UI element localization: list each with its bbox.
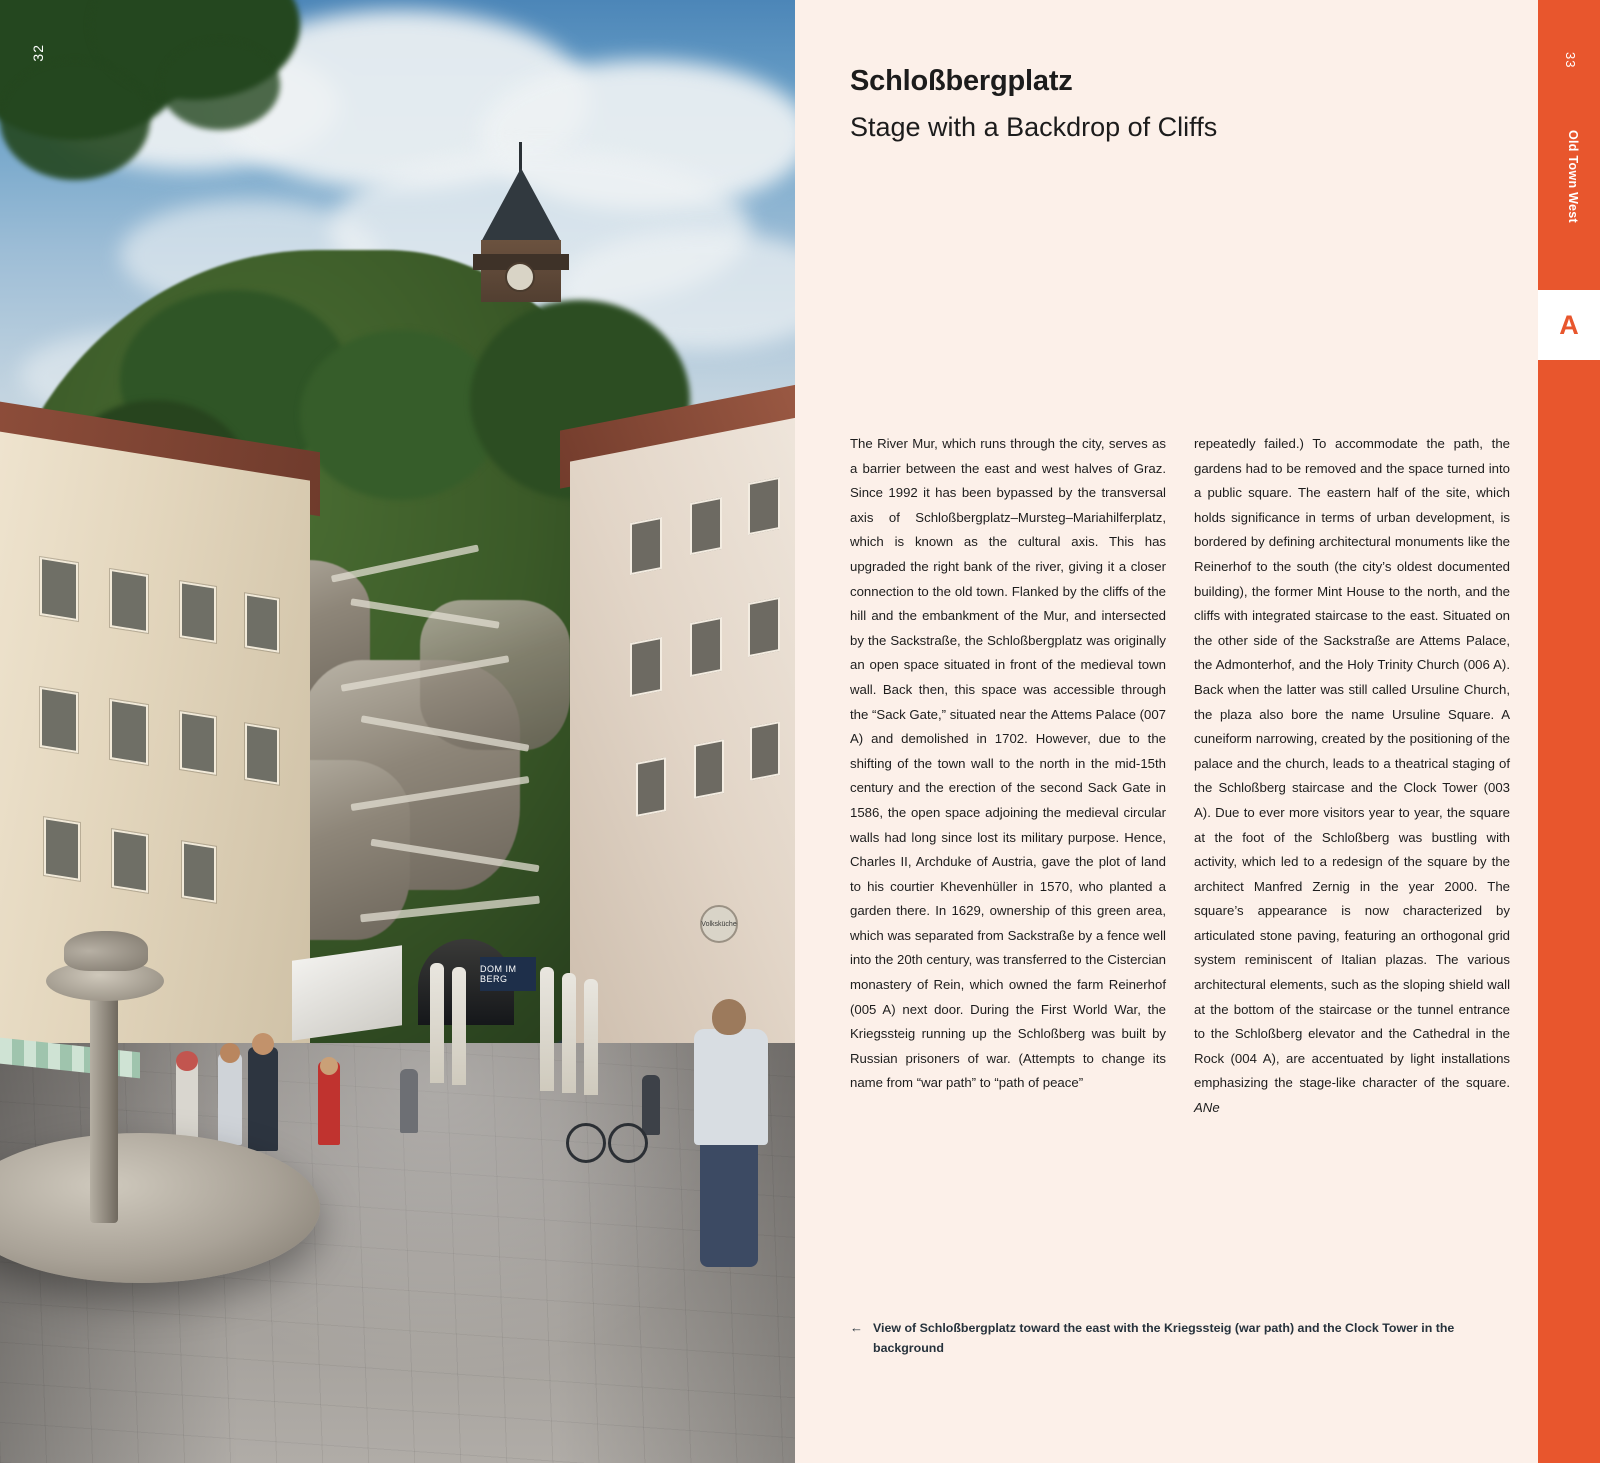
shield-wall [292,945,402,1040]
window [748,597,780,657]
pedestrian-head [320,1057,338,1075]
section-letter: A [1559,309,1579,340]
body-columns [850,432,1510,1121]
window [748,477,780,535]
section-tab-label: Old Town West [1566,130,1580,224]
closed-umbrella [562,973,576,1093]
clock-tower-roof [481,168,561,242]
window [40,687,78,753]
right-page-content [850,0,1510,1463]
caption-text: View of Schloßbergplatz toward the east with the Kriegssteig (war path) and the Clock Tower in the background [873,1321,1455,1355]
pedestrian-head [220,1043,240,1063]
author-initials: ANe [1194,1100,1220,1116]
pedestrian [248,1047,278,1151]
foreground-pedestrian-legs [700,1137,758,1267]
window [110,569,148,633]
dom-im-berg-banner: DOM IM BERG [480,957,536,991]
page-title: Schloßbergplatz [850,65,1073,98]
window [636,757,666,817]
window [44,817,80,881]
closed-umbrella [452,967,466,1085]
body-column-left [850,432,1166,1121]
closed-umbrella [540,967,554,1091]
right-page-number: 33 [1563,52,1578,69]
tree-canopy [0,60,150,180]
foreground-pedestrian-shirt [694,1029,768,1145]
left-page [0,0,795,1463]
window [112,829,148,893]
pedestrian [400,1069,418,1133]
clock-tower [465,168,575,318]
window [630,517,662,575]
body-column-right [1194,432,1510,1121]
window [110,699,148,765]
window [40,557,78,621]
window [182,841,216,902]
window [750,721,780,781]
left-page-number: 32 [30,44,46,62]
window [180,581,216,643]
window [245,593,279,652]
foreground-pedestrian-head [712,999,746,1035]
closed-umbrella [430,963,444,1083]
closed-umbrella [584,979,598,1095]
body-text-right-main: repeatedly failed.) To accommodate the path, the gardens had to be removed and the space turned into a public square. The eastern half of the site, which holds significance in terms of urban development, is bordered by defining architectural monuments like the Reinerhof to the south (the city’s oldest documented building), the former Mint House to the north, and the cliffs with integrated staircase to the east. Situated on the other side of the Sackstraße are Attems Palace, the Admonterhof, and the Holy Trinity Church (006 A). Back when the latter was still called Ursuline Church, the plaza also bore the name Ursuline Square. A cuneiform narrowing, created by the positioning of the palace and the church, leads to a theatrical staging of the Schloßberg staircase and the Clock Tower (003 A). Due to ever more visitors year to year, the square at the foot of the Schloßberg was bustling with activity, which led to a redesign of the square by the architect Manfred Zernig in the year 2000. The square’s appearance is now characterized by articulated stone paving, featuring an orthogonal grid system reminiscent of Italian plazas. The various architectural elements, such as the sloping shield wall at the bottom of the staircase or the tunnel entrance to the Schloßberg elevator and the Cathedral in the Rock (004 A), are accentuated by light installations emphasizing the stage-like character of the square. [1194,436,1510,1091]
window [690,617,722,677]
pedestrian-head [176,1051,198,1071]
section-letter-badge [1538,290,1600,360]
page-subtitle: Stage with a Backdrop of Cliffs [850,112,1218,143]
tree-canopy [160,40,280,130]
window [245,723,279,784]
right-page [795,0,1600,1463]
bicycle-wheel [608,1123,648,1163]
photo-caption [850,1318,1490,1358]
window [630,637,662,697]
window [180,711,216,775]
caption-arrow-icon: ← [850,1320,863,1335]
window [694,739,724,799]
fountain-column [90,983,118,1223]
volkskueche-sign: Volksküche [700,905,738,943]
body-text-left: The River Mur, which runs through the city, serves as a barrier between the east and west halves of Graz. Since 1992 it has been bypassed by the transversal axis of Schloßbergplatz–Mursteg–Mariahilferplatz, which is known as the cultural axis. This has upgraded the right bank of the river, giving it a closer connection to the old town. Flanked by the cliffs of the hill and the embankment of the Mur, and intersected by the Sackstraße, the Schloßbergplatz was originally an open space situated in front of the medieval town wall. Back then, this space was accessible through the “Sack Gate,” situated near the Attems Palace (007 A) and demolished in 1702. However, due to the shifting of the town wall to the north in the mid-15th century and the erection of the second Sack Gate in 1586, the open space adjoining the medieval circular walls had long since lost its military purpose. Hence, Charles II, Archduke of Austria, gave the plot of land to his courtier Khevenhüller in 1570, who planted a garden there. In 1629, ownership of this green area, which was separated from Sackstraße by a fence well into the 20th century, was transferred to the Cistercian monastery of Rein, which owned the farm Reinerhof (005 A) next door. During the First World War, the Kriegssteig running up the Schloßberg was built by Russian prisoners of war. (Attempts to change its name from “war path” to “path of peace” [850,436,1166,1091]
pedestrian [218,1053,242,1145]
window [690,497,722,555]
bicycle-wheel [566,1123,606,1163]
pedestrian-head [252,1033,274,1055]
clock-face [505,262,535,292]
fountain-bird-sculpture [64,931,148,971]
body-text-right [1194,432,1510,1121]
tree-canopy [300,330,500,500]
pedestrian [642,1075,660,1135]
schlossbergplatz-photo [0,0,795,1463]
